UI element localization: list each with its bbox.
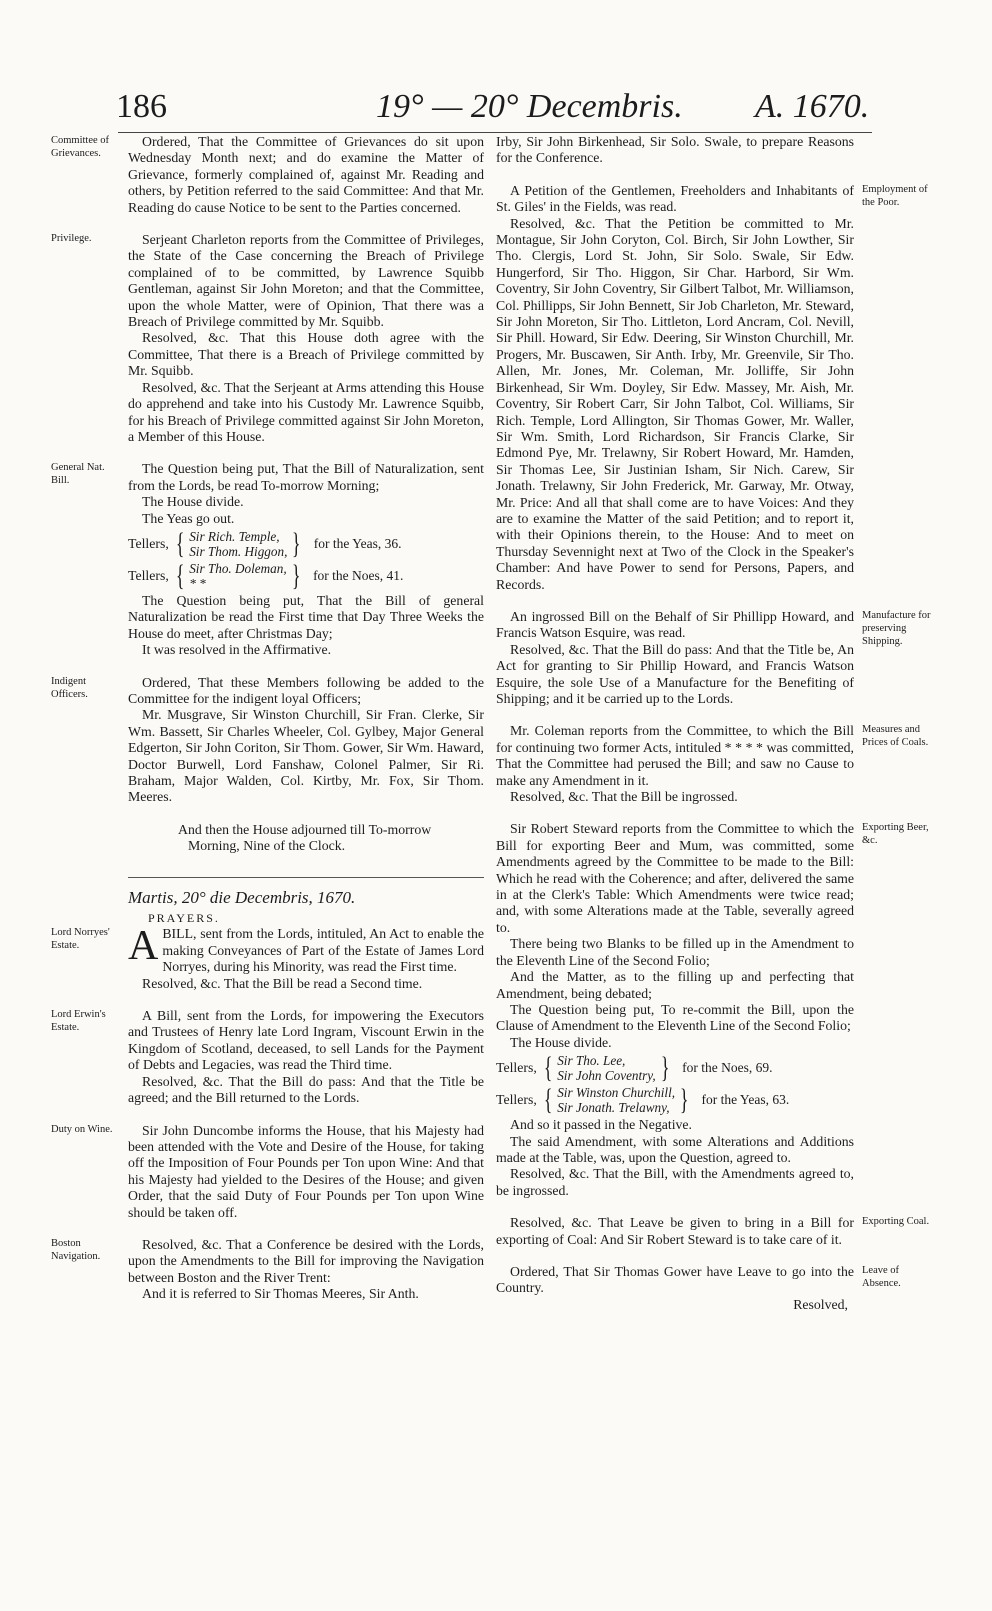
section-rule [128,877,484,878]
margin-note: Leave of Absence. [862,1264,901,1289]
division-result: for the Yeas, 36. [313,535,402,551]
paragraph: Mr. Coleman reports from the Committee, to which the Bill for continuing two former Acts, intituled * * * * was committed, That the Committee had perused the Bill; and saw no Cause to make any Amendment in it. [496,723,854,788]
tellers-row [128,526,484,560]
left-column [51,134,484,1303]
entry-leave [496,1263,901,1313]
brace-close: } [679,1083,689,1117]
paragraph: A Petition of the Gentlemen, Freeholders and Inhabitants of St. Giles' in the Fields, was read. [496,182,854,215]
division-result: for the Noes, 69. [682,1059,773,1075]
teller-name: Sir John Coventry, [557,1068,656,1084]
tellers-row [128,558,484,592]
paragraph: Resolved, &c. That the Bill be ingrossed. [510,789,738,805]
paragraph: Resolved, &c. That a Conference be desired with the Lords, upon the Amendments to the Bill for improving the Navigation between Boston and the River Trent: [128,1236,484,1285]
division-result: for the Yeas, 63. [701,1091,790,1107]
teller-name: Sir Rich. Temple, [189,528,280,544]
day-heading [128,887,484,927]
brace-close: } [660,1051,670,1085]
entry-indigent-officers [51,674,484,806]
paragraph: The House divide. [142,494,244,510]
brace-open: { [175,558,185,592]
teller-names [557,1053,656,1083]
header-rule [118,132,872,133]
margin-note: Exporting Beer, &c. [862,822,929,847]
paragraph: There being two Blanks to be filled up in the Amendment to the Eleventh Line of the Second Folio; [496,936,854,968]
paragraph: Ordered, That the Committee of Grievances do sit upon Wednesday Month next; and do examine the Matter of Grievance, formerly complained of, against Mr. Reading and others, by Petition referred to the said Committee: And that Mr. Reading do cause Notice to be sent to the Parties concerned. [128,134,484,215]
paragraph: Sir John Duncombe informs the House, that his Majesty had been attended with the Vote and Desire of the House, for taking off the Imposition of Four Pounds per Ton upon Wine: And that his Majesty had yielded to the Desires of the House; and given Order, that the said Duty of Four Pounds per Ton upon Wine should be taken off. [128,1122,484,1220]
entry-wine-duty [51,1122,484,1221]
margin-note: Lord Erwin's Estate. [51,1009,106,1034]
prayers-heading: PRAYERS. [148,911,220,926]
teller-name: Sir Tho. Lee, [557,1053,626,1069]
paragraph: And the Matter, as to the filling up and perfecting that Amendment, being debated; [496,969,854,1001]
tellers-label: Tellers, [496,1059,537,1075]
paragraph: And then the House adjourned till To-morrow [178,821,432,837]
paragraph: Resolved, &c. That the Bill, with the Amendments agreed to, be ingrossed. [496,1166,854,1198]
paragraph: Serjeant Charleton reports from the Committee of Privileges, the State of the Case concerning the Breach of Privilege complained of to be committed, by Lawrence Squibb Gentleman, against Sir John Moreton; and that the Committee, upon the whole Matter, were of Opinion, That there was a Breach of Privilege committed by Mr. Squibb. [128,232,484,330]
paragraph: Mr. Musgrave, Sir Winston Churchill, Sir Fran. Clerke, Sir Wm. Bassett, Sir Charles Wheeler, Col. Gylbey, Major General Edgerton, Sir John Coriton, Sir Thom. Gower, Sir Wm. Haward, Doctor Burwell, Lord Fanshaw, Colonel Palmer, Sir Ri. Braham, Major Walden, Col. Kirtby, Mr. Fox, Sir Thom. Meeres. [128,707,484,805]
entry-manufacture [496,608,931,707]
teller-name: * * [189,575,206,591]
teller-name: Sir Winston Churchill, [557,1085,676,1101]
margin-note: Boston Navigation. [51,1237,101,1262]
brace-close: } [291,558,301,592]
catchword: Resolved, [793,1296,848,1312]
teller-name: Sir Tho. Doleman, [189,560,287,576]
tellers-label: Tellers, [128,535,169,551]
paragraph: Resolved, &c. That the Bill be read a Second time. [142,975,423,991]
paragraph: Ordered, That these Members following be added to the Committee for the indigent loyal Officers; [128,674,484,706]
paragraph: The Question being put, That the Bill of general Naturalization be read the First time that Day Three Weeks the House do meet, after Christmas Day; [128,592,484,641]
brace-open: { [543,1083,553,1117]
right-column [496,134,931,1313]
tellers-label: Tellers, [496,1091,537,1107]
teller-names [189,529,287,559]
margin-note: Committee of Grievances. [51,135,110,159]
margin-note: Measures and Prices of Coals. [862,724,929,749]
paragraph: Morning, Nine of the Clock. [188,838,346,854]
margin-note: Exporting Coal. [862,1216,930,1228]
paragraph: It was resolved in the Affirmative. [142,642,332,658]
paragraph: And so it passed in the Negative. [510,1117,693,1133]
page-header [0,84,992,130]
paragraph: Resolved, &c. That the Bill do pass: And that the Title be, An Act for granting to Sir Phillip Howard, and Francis Watson Esquire, the sole Use of a Manufacture for the Benefiting of Shipping; and it be carried up to the Lords. [496,641,854,706]
paragraph: The House divide. [510,1034,612,1050]
margin-note: Manufacture for preserving Shipping. [862,609,931,647]
paragraph: The Yeas go out. [142,510,235,526]
paragraph: Resolved, &c. That this House doth agree with the Committee, That there is a Breach of Privilege committed by Mr. Squibb. [128,330,484,379]
paragraph: Resolved, &c. That Leave be given to bring in a Bill for exporting of Coal: And Sir Robert Steward is to take care of it. [496,1215,854,1247]
entry-exporting-coal [496,1215,930,1248]
paragraph: The Question being put, That the Bill of Naturalization, sent from the Lords, be read To-morrow Morning; [128,461,484,493]
margin-note: Lord Norryes' Estate. [51,927,110,952]
entry-grievances [51,134,484,216]
paragraph: Resolved, &c. That the Serjeant at Arms attending this House do apprehend and take into his Custody Mr. Lawrence Squibb, for his Breach of Privilege committed against Sir John Moreton, a Member of this House. [128,379,484,444]
entry-lord-erwin [51,1008,484,1106]
teller-names [189,561,286,591]
paragraph: The said Amendment, with some Alterations and Additions made at the Table, was, upon the Question, agreed to. [496,1133,854,1165]
margin-note: Duty on Wine. [51,1123,113,1135]
margin-note: General Nat. Bill. [51,462,105,487]
day-title: Martis, 20° die Decembris, 1670. [128,887,356,907]
tellers-row [496,1085,854,1115]
teller-names [557,1085,675,1115]
paragraph: Resolved, &c. That the Petition be committed to Mr. Montague, Sir John Coryton, Col. Birch, Sir John Lowther, Sir Tho. Clergis, Lord St. John, Sir Solo. Swale, Sir Edw. Hungerford, Sir Tho. Higgon, Sir Char. Harbord, Sir Wm. Coventry, Sir John Coventry, Sir Gilbert Talbot, Mr. Williamson, Col. Phillipps, Sir John Bennett, Sir Job Charleton, Mr. Steward, Sir John Moreton, Sir Tho. Littleton, Lord Ancram, Col. Nevill, Sir Phill. Howard, Sir Edw. Deering, Sir Winston Churchill, Mr. Progers, Mr. Buscawen, Sir Anth. Irby, Mr. Greenvile, Sir Tho. Allen, Mr. Jones, Mr. Coleman, Mr. Jolliffe, Sir John Birkenhead, Sir Wm. Doyley, Sir Edw. Massey, Mr. Aish, Mr. Coventry, Sir Robert Carr, Sir John Talbot, Col. Williams, Sir Rich. Temple, Lord Allington, Sir Thomas Gower, Mr. Waller, Sir Wm. Smith, Lord Richardson, Sir Francis Clarke, Sir Edmond Pye, Mr. Trelawny, Sir Robert Howard, Mr. Hamden, Sir Thomas Lee, Sir Justinian Isham, Sir Nich. Carew, Sir Jonath. Trelawny, Sir John Frederick, Mr. Garway, Mr. Otway, Mr. Price: And all that shall come are to have Voices: And they are to examine the Matter of the said Petition; and to report it, with their Opinions therein, to the House: And to meet on Thursday Sevennight next at Two of the Clock in the Speaker's Chamber: And have Power to send for Persons, Papers, and Records. [496,215,854,592]
paragraph [128,923,484,975]
margin-note: Employment of the Poor. [862,183,928,208]
paragraph: And it is referred to Sir Thomas Meeres, Sir Anth. [142,1286,419,1302]
entry-beer [496,821,929,1199]
running-title: 19° — 20° Decembris. [376,88,683,125]
brace-open: { [175,526,185,560]
teller-name: Sir Thom. Higgon, [189,543,288,559]
margin-note: Privilege. [51,233,92,245]
tellers-label: Tellers, [128,567,169,583]
adjournment [128,822,484,855]
entry-lord-norryes [51,923,484,992]
drop-cap: A [128,923,159,970]
entry-boston [51,1236,484,1303]
paragraph: The Question being put, To re-commit the Bill, upon the Clause of Amendment to the Eleventh Line of the Second Folio; [496,1001,854,1034]
paragraph: Resolved, &c. That the Bill do pass: And that the Title be agreed; and the Bill returned to the Lords. [128,1073,484,1106]
brace-open: { [543,1051,553,1085]
paragraph: An ingrossed Bill on the Behalf of Sir Phillipp Howard, and Francis Watson Esquire, was read. [496,608,854,641]
entry-naturalization [51,461,484,658]
paragraph: Irby, Sir John Birkenhead, Sir Solo. Swale, to prepare Reasons for the Conference. [496,134,854,166]
paragraph-text: BILL, sent from the Lords, intituled, An Act to enable the making Conveyances of Part of the Estate of James Lord Norryes, during his Minority, was read the First time. [162,926,484,975]
tellers-row [496,1053,854,1083]
division-result: for the Noes, 41. [313,567,404,583]
brace-close: } [292,526,301,560]
entry-privilege [51,232,484,445]
paragraph: Sir Robert Steward reports from the Committee to which the Bill for exporting Beer and Mum, was committed, some Amendments agreed by the Committee to be made to the Bill: Which he read with the Coherence; and after, delivered the same in at the Clerk's Table: Which Amendments were twice read; and, with some Alterations made at the Table, severally agreed to. [496,821,854,935]
running-year: A. 1670. [755,88,870,125]
teller-name: Sir Jonath. Trelawny, [557,1100,670,1116]
paragraph: A Bill, sent from the Lords, for impowering the Executors and Trustees of Henry late Lord Ingram, Viscount Erwin in the Kingdom of Scotland, deceased, to sell Lands for the Payment of Debts and Legacies, was read the Third time. [128,1008,484,1073]
page-number: 186 [116,88,167,125]
entry-employment-poor [496,182,928,593]
entry-coals [496,723,929,805]
paragraph: Ordered, That Sir Thomas Gower have Leave to go into the Country. [496,1263,854,1296]
margin-note: Indigent Officers. [51,675,88,700]
